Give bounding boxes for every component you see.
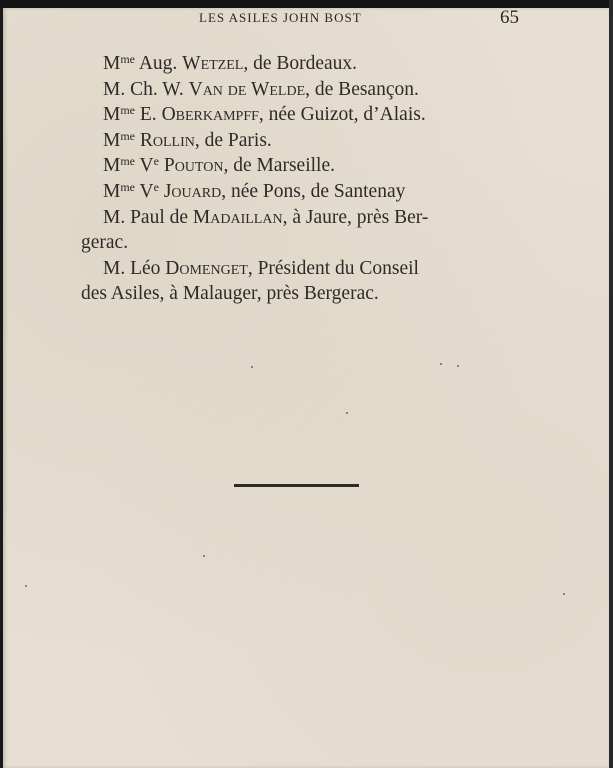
paper-speck [25,585,27,587]
entry-details: , de Marseille. [223,155,335,177]
list-item [81,256,526,282]
entry-given-name: E. [139,104,162,126]
entry-title: M. Ch. W. [103,78,189,100]
entry-title-superscript: me [120,103,136,118]
scan-top-border [0,0,613,8]
paper-speck [440,363,442,365]
entry-title-superscript: me [120,52,136,66]
entry-title: M [103,53,121,74]
scan-right-border [609,0,613,768]
entry-title: M. Léo [103,257,166,279]
entry-title-superscript: me [120,154,136,169]
entry-surname: Oberkampff [161,104,259,126]
entry-details: , de Paris. [194,129,272,151]
entry-title: M [103,180,121,202]
entry-title: M [103,155,121,177]
running-head [3,8,609,30]
list-item [81,128,526,154]
paper-speck [563,593,565,595]
entry-surname: Van de Welde [188,78,306,100]
entry-details: , à Jaure, près Ber- [282,206,429,228]
entry-surname: Wetzel [182,53,244,74]
entry-title: M [103,129,121,151]
entry-surname: Domenget [165,257,248,279]
page-number: 65 [500,7,519,28]
member-list [81,51,526,307]
list-item-continuation: des Asiles, à Malauger, près Bergerac. [81,283,379,305]
list-item [81,153,526,179]
list-item [81,51,526,77]
entry-details: , Président du Conseil [247,257,419,279]
entry-details: , née Guizot, d’Alais. [258,104,426,126]
entry-details: , de Bordeaux. [243,53,358,74]
section-end-rule [234,484,359,487]
paper-speck [251,366,253,368]
entry-surname: Jouard [163,180,222,202]
entry-title-superscript: me [120,128,136,143]
list-item [81,205,526,231]
entry-details: , de Besançon. [305,78,419,100]
entry-given-name: Aug. [138,53,183,74]
list-item [81,179,526,205]
entry-title: M. Paul de [103,206,193,228]
entry-title: M [103,104,121,126]
entry-given-name: V [139,180,154,202]
paper-speck [457,365,459,367]
list-item [81,77,526,103]
paper-speck [203,555,205,557]
book-page [3,8,609,768]
entry-surname: Pouton [163,155,224,177]
entry-name-superscript: e [153,154,159,169]
entry-surname: Madaillan [192,206,283,228]
entry-title-superscript: me [120,179,136,194]
running-title: LES ASILES JOHN BOST [199,10,362,25]
entry-surname: Rollin [139,129,195,151]
entry-name-superscript: e [153,179,159,194]
list-item [81,102,526,128]
entry-given-name: V [139,155,154,177]
paper-speck [346,412,348,414]
entry-details: , née Pons, de Santenay [221,180,406,202]
list-item-continuation: gerac. [81,232,129,254]
